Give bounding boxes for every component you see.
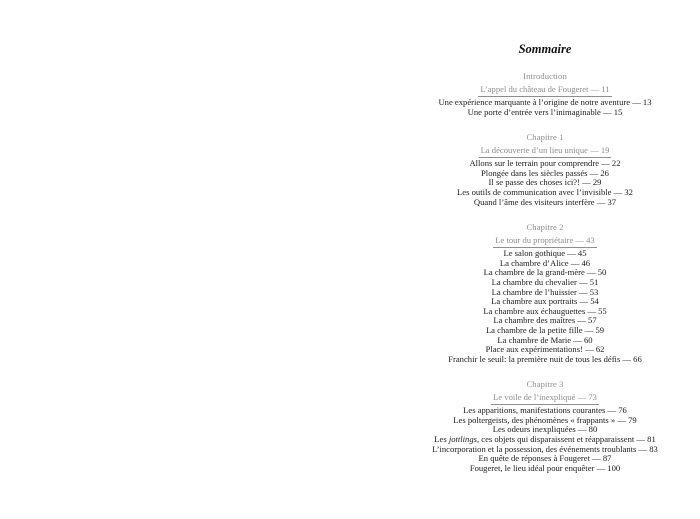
section-heading: Le tour du propriétaire — 43 [493,235,597,248]
toc-entry: Les poltergeists, des phénomènes « frappants » — 79 [453,414,637,425]
toc-section-introduction [380,71,700,117]
entry-text-italic: jottlings [448,434,477,445]
section-label: Introduction [523,71,567,81]
toc-entry: Quand l’âme des visiteurs interfère — 37 [473,196,617,207]
toc-entry: Les apparitions, manifestations courantes — 76 [463,405,627,416]
toc-entry: Les odeurs inexpliquées — 80 [492,424,598,435]
toc-entry: La chambre des maîtres — 57 [493,315,597,326]
toc-entry: Une porte d’entrée vers l’inimaginable — 15 [467,106,623,117]
toc-entry: La chambre aux échauguettes — 55 [483,305,607,316]
toc-section-chapitre-2 [380,222,700,364]
toc-entry: La chambre de l’huissier — 53 [491,286,599,297]
entry-text-before: Les [434,434,449,445]
toc-entry: La chambre d’Alice — 46 [499,257,591,268]
toc-entry: L’incorporation et la possession, des événements troublants — 83 [432,443,658,454]
toc-entry: La chambre aux portraits — 54 [491,296,599,307]
section-heading: L’appel du château de Fougeret — 11 [478,84,611,97]
toc-entry: Allons sur le terrain pour comprendre — 22 [469,158,621,169]
toc-entry: En quête de réponses à Fougeret — 87 [478,453,612,464]
toc-entry: La chambre de la petite fille — 59 [485,324,605,335]
entry-text-after: , ces objets qui disparaissent et réapparaissent — 81 [477,434,656,445]
section-heading: Le voile de l’inexpliqué — 73 [491,392,599,405]
toc-entry: Plongée dans les siècles passés — 26 [481,167,609,178]
toc-entry: Franchir le seuil: la première nuit de tous les défis — 66 [448,353,642,364]
section-label: Chapitre 3 [526,379,564,390]
toc-title: Sommaire [518,42,572,56]
toc-entry: La chambre de la grand-mère — 50 [483,267,607,278]
toc-section-chapitre-1 [380,132,700,207]
section-heading: La découverte d’un lieu unique — 19 [479,145,612,158]
toc-entry: Une expérience marquante à l’origine de notre aventure — 13 [438,97,652,107]
toc-entry: Il se passe des choses ici?! — 29 [488,177,602,188]
section-label: Chapitre 1 [526,132,564,143]
toc-entry: La chambre du chevalier — 51 [491,276,599,287]
toc-section-chapitre-3 [380,379,700,473]
table-of-contents [380,40,700,473]
toc-entry: Place aux expérimentations! — 62 [485,344,605,355]
section-label: Chapitre 2 [526,222,564,233]
toc-entry: Les outils de communication avec l’invisible — 32 [457,186,633,197]
toc-entry: La chambre de Marie — 60 [497,334,593,345]
toc-entry: Le salon gothique — 45 [503,248,587,259]
toc-entry: Fougeret, le lieu idéal pour enquêter — 100 [469,462,621,473]
